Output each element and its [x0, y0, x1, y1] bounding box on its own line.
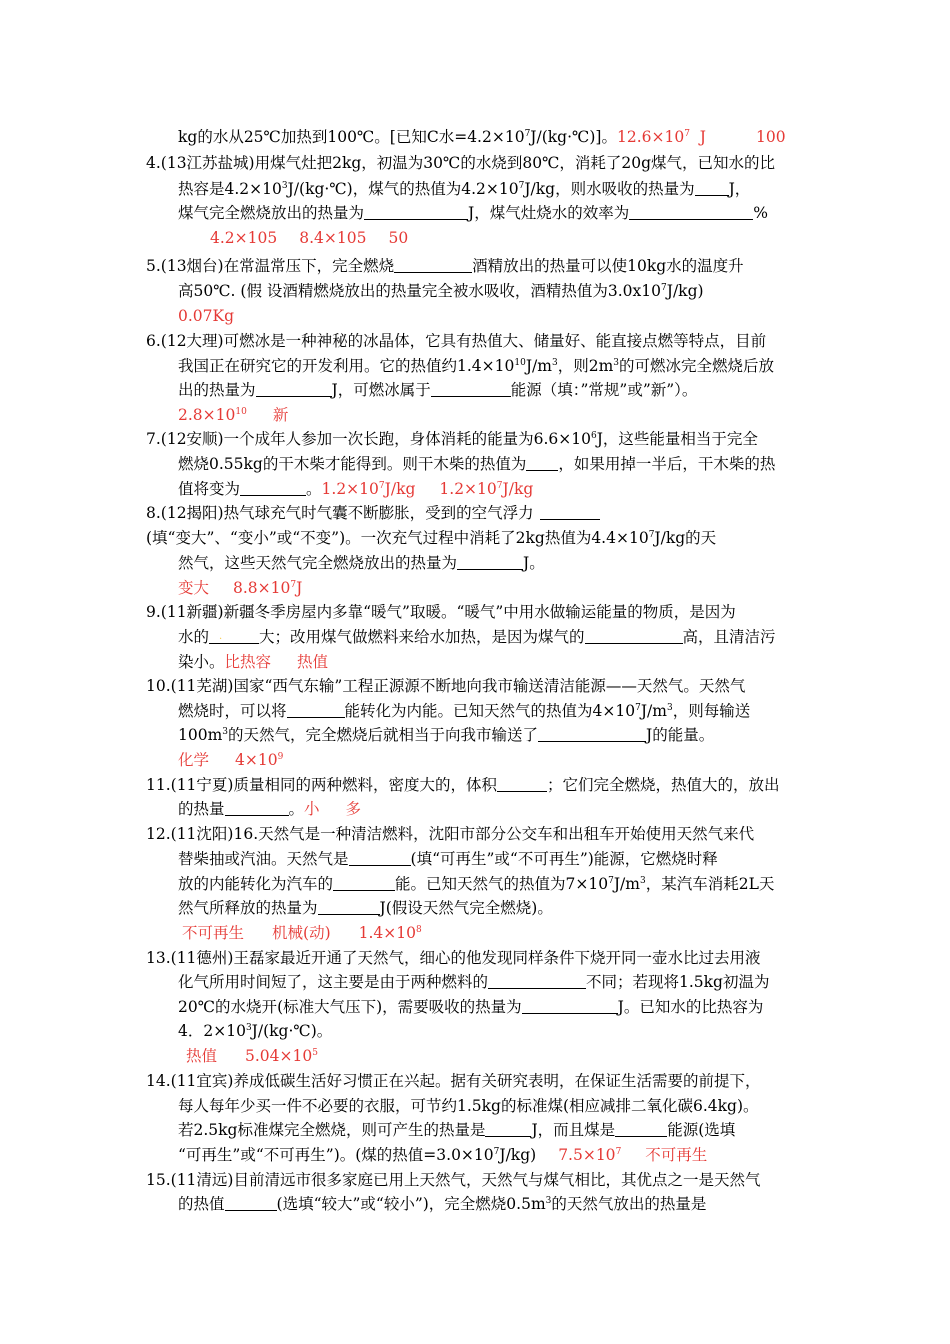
q14-line-4: “可再生”或“不可再生”)。(煤的热值$=3.0\times 10^7J/kg$) $7.5\times 10^7$ 不可再生: [178, 1146, 708, 1164]
q10-line-1: 10.(11芜湖)国家“西气东输”工程正源源不断地向我市输送清洁能源——天然气。天然气: [146, 677, 746, 695]
q5-blank-mass[interactable]: [394, 258, 472, 273]
q14-answers: $7.5\times 10^7$ 不可再生: [558, 1146, 708, 1164]
q11-answers: 小 多: [304, 800, 362, 818]
q12-blank-heat[interactable]: [318, 900, 380, 915]
q13-answers: 热值 $5.04\times 10^5$: [186, 1047, 318, 1065]
q4-line-2: 热容是$4.2\times 10^3J/(kg\cdot℃)$，煤气的热值为$4.2\times 10^7J/kg$，则水吸收的热量为 J，: [178, 180, 751, 198]
q11-line-1: 11.(11宁夏)质量相同的两种燃料，密度大的，体积 ；它们完全燃烧，热值大的，放出: [146, 776, 780, 794]
q7-line-3: 值将变为 。$1.2\times 10^7J/kg$ $1.2\times 10^7J/kg$: [178, 480, 534, 498]
q11-blank-volume[interactable]: [497, 777, 547, 792]
q8-line-2: (填“变大”、“变小”或“不变”)。一次充气过程中消耗了2kg热值为$4.4\times 10^7J/kg$的天: [146, 529, 717, 547]
q3-answer-b: 100: [756, 128, 786, 146]
q10-answers: 化学 $4\times 10^9$: [178, 751, 284, 769]
q7-line-1: 7.(12安顺)一个成年人参加一次长跑，身体消耗的能量为$6.6\times 10^6J$，这些能量相当于完全: [146, 430, 758, 448]
q10-line-2: 燃烧时，可以将 能转化为内能。已知天然气的热值为$4\times 10^7J/m^3$，则每输送: [178, 702, 751, 720]
q12-line-2: 替柴抽或汽油。天然气是 (填“可再生”或“不可再生”)能源，它燃烧时释: [178, 850, 718, 868]
q12-blank-energy-form[interactable]: [333, 876, 395, 891]
q12-line-1: 12.(11沈阳)16.天然气是一种清洁燃料，沈阳市部分公交车和出租车开始使用天然气来代: [146, 825, 755, 843]
q4-line-1: 4.(13江苏盐城)用煤气灶把2kg，初温为30℃的水烧到80℃，消耗了20g煤气，已知水的比: [146, 154, 776, 172]
q11-blank-heat[interactable]: [225, 801, 289, 816]
q4-line-3: 煤气完全燃烧放出的热量为 J，煤气灶烧水的效率为 %: [178, 204, 768, 222]
q8-line-1: 8.(12揭阳)热气球充气时气囊不断膨胀，受到的空气浮力: [146, 503, 600, 523]
q10-blank-energy-form[interactable]: [287, 703, 345, 718]
q12-blank-energy-type[interactable]: [349, 851, 411, 866]
q13-blank-heat[interactable]: [522, 999, 618, 1014]
q15-blank-heat-value[interactable]: [225, 1196, 277, 1211]
q13-line-4: 4．$2\times 10^3J/(kg\cdot℃)$。: [178, 1022, 333, 1040]
q6-line-2: 我国正在研究它的开发利用。它的热值约$1.4\times 10^{10}J/m^3$，则$2m^3$的可燃冰完全燃烧后放: [178, 357, 775, 375]
q9-line-2: 水的 . 大；改用煤气做燃料来给水加热，是因为煤气的 高，且清洁污: [178, 628, 776, 646]
q9-blank-gas[interactable]: [585, 629, 683, 644]
q4-blank-efficiency[interactable]: [629, 205, 753, 220]
q6-answers: $2.8\times 10^{10}$ 新: [178, 406, 289, 424]
q5-answer: 0.07Kg: [178, 307, 235, 325]
q13-line-3: 20℃的水烧开(标准大气压下)，需要吸收的热量为 J。已知水的比热容为: [178, 998, 764, 1016]
q8-answers: 变大 $8.8\times 10^7J$: [178, 579, 303, 597]
q7-line-2: 燃烧0.55kg的干木柴才能得到。则干木柴的热值为 ，如果用掉一半后，干木柴的热: [178, 455, 776, 473]
q15-line-1: 15.(11清远)目前清远市很多家庭已用上天然气，天然气与煤气相比，其优点之一是天然气: [146, 1171, 761, 1189]
q4-blank-heat[interactable]: [695, 181, 729, 196]
q9-answers: 比热容 热值: [224, 653, 329, 671]
q5-line-2: 高50℃. (假 设酒精燃烧放出的热量完全被水吸收，酒精热值为$3.0x10^7J/kg$): [178, 282, 704, 300]
q6-blank-energy-type[interactable]: [431, 382, 511, 397]
q12-answers: 不可再生 机械(动) $1.4\times 10^8$: [182, 924, 422, 942]
q3-line: kg的水从25℃加热到100℃。[已知C水$=4.2\times 10^7J/(kg\cdot℃)$]。$12.6\times 10^7$ J 100: [178, 128, 786, 146]
q8-line-3: 然气，这些天然气完全燃烧放出的热量为 J。: [178, 554, 545, 572]
q8-blank-buoyancy[interactable]: [540, 505, 600, 520]
q15-line-2: 的热值 (选填“较大”或“较小”)，完全燃烧$0.5m^3$的天然气放出的热量是: [178, 1195, 707, 1213]
q8-blank-heat[interactable]: [457, 555, 523, 570]
q14-line-3: 若2.5kg标准煤完全燃烧，则可产生的热量是 J，而且煤是 能源(选填: [178, 1121, 736, 1139]
q13-line-1: 13.(11德州)王磊家最近开通了天然气，细心的他发现同样条件下烧开同一壶水比过去用液: [146, 949, 761, 967]
q6-line-1: 6.(12大理)可燃冰是一种神秘的冰晶体，它具有热值大、储量好、能直接点燃等特点，目前: [146, 332, 767, 350]
q13-line-2: 化气所用时间短了，这主要是由于两种燃料的 不同；若现将1.5kg初温为: [178, 973, 770, 991]
q4-answers: 4.2×105 8.4×105 50: [210, 229, 409, 247]
q9-blank-water[interactable]: .: [209, 629, 259, 644]
q12-line-4: 然气所释放的热量为 J(假设天然气完全燃烧)。: [178, 899, 553, 917]
q6-blank-heat[interactable]: [256, 382, 332, 397]
q4-blank-gas-heat[interactable]: [364, 205, 468, 220]
q7-answers: $1.2\times 10^7J/kg$ $1.2\times 10^7J/kg$: [321, 480, 534, 498]
q14-line-1: 14.(11宜宾)养成低碳生活好习惯正在兴起。据有关研究表明，在保证生活需要的前提下，: [146, 1072, 761, 1090]
q14-blank-heat[interactable]: [485, 1122, 531, 1137]
q7-blank-half[interactable]: [240, 481, 306, 496]
q9-line-3: 染小。比热容 热值: [178, 653, 329, 671]
q5-line-1: 5.(13烟台)在常温常压下，完全燃烧 酒精放出的热量可以使10kg水的温度升: [146, 257, 744, 275]
q11-line-2: 的热量 。小 多: [178, 800, 362, 818]
q6-line-3: 出的热量为 J，可燃冰属于 能源（填：”常规”或”新”）。: [178, 381, 698, 399]
q3-answer-a: $12.6\times 10^7$ J: [616, 128, 707, 146]
q9-line-1: 9.(11新疆)新疆冬季房屋内多靠“暖气”取暖。“暖气”中用水做输运能量的物质，是因为: [146, 603, 736, 621]
q14-line-2: 每人每年少买一件不必要的衣服，可节约1.5kg的标准煤(相应减排二氧化碳6.4kg)。: [178, 1097, 759, 1115]
q13-blank-property[interactable]: [488, 974, 586, 989]
q10-line-3: $100m^3$的天然气，完全燃烧后就相当于向我市输送了 J的能量。: [178, 726, 715, 744]
q14-blank-energy-type[interactable]: [615, 1122, 667, 1137]
q12-line-3: 放的内能转化为汽车的 能。已知天然气的热值为$7\times 10^7J/m^3$，某汽车消耗2L天: [178, 875, 775, 893]
q10-blank-energy[interactable]: [538, 727, 646, 742]
q7-blank-heat-value[interactable]: [526, 456, 558, 471]
